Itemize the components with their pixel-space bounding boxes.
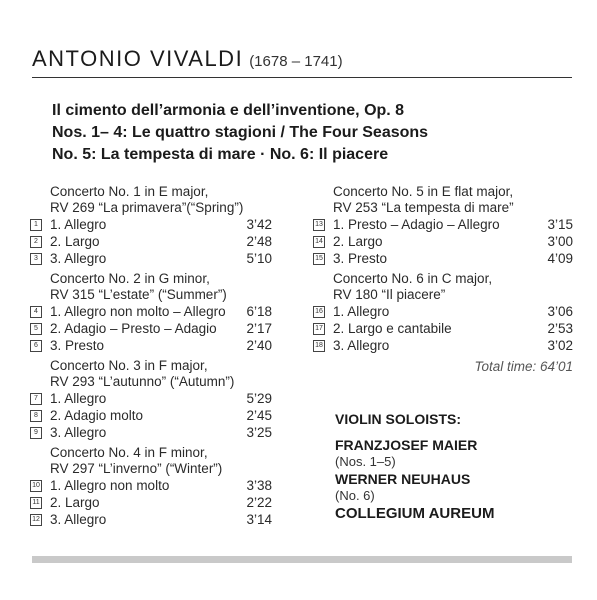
concerto-block bbox=[313, 184, 573, 267]
bottom-divider-bar bbox=[32, 556, 572, 563]
track-row bbox=[30, 233, 272, 250]
track-number-icon: 6 bbox=[30, 340, 42, 352]
work-title-line: No. 5: La tempesta di mare · No. 6: Il piacere bbox=[52, 146, 389, 163]
track-row bbox=[313, 320, 573, 337]
track-number-icon: 16 bbox=[313, 306, 325, 318]
track-duration: 5’29 bbox=[246, 391, 272, 406]
track-number-icon: 10 bbox=[30, 480, 42, 492]
track-row bbox=[30, 407, 272, 424]
track-row bbox=[313, 216, 573, 233]
soloist-name: FRANZJOSEF MAIER bbox=[335, 437, 478, 453]
track-title: 3. Presto bbox=[50, 338, 105, 353]
concerto-subtitle: RV 253 “La tempesta di mare” bbox=[333, 200, 514, 215]
track-duration: 6’18 bbox=[246, 304, 272, 319]
track-duration: 3’15 bbox=[547, 217, 573, 232]
track-number-icon: 2 bbox=[30, 236, 42, 248]
track-title: 3. Allegro bbox=[50, 425, 107, 440]
track-title: 3. Allegro bbox=[333, 338, 390, 353]
track-duration: 3’38 bbox=[246, 478, 272, 493]
concerto-subtitle: RV 180 “Il piacere” bbox=[333, 287, 446, 302]
concerto-block bbox=[30, 271, 272, 354]
track-title: 2. Largo e cantabile bbox=[333, 321, 452, 336]
track-duration: 2’22 bbox=[246, 495, 272, 510]
track-duration: 2’45 bbox=[246, 408, 272, 423]
soloist-note: (Nos. 1–5) bbox=[335, 454, 396, 469]
track-title: 2. Largo bbox=[333, 234, 383, 249]
track-number-icon: 8 bbox=[30, 410, 42, 422]
track-row bbox=[313, 250, 573, 267]
concerto-title: Concerto No. 6 in C major, bbox=[333, 271, 493, 286]
tracklist-left-column bbox=[30, 184, 272, 532]
track-number-icon: 18 bbox=[313, 340, 325, 352]
track-number-icon: 7 bbox=[30, 393, 42, 405]
concerto-title: Concerto No. 2 in G minor, bbox=[50, 271, 210, 286]
concerto-title: Concerto No. 4 in F minor, bbox=[50, 445, 208, 460]
soloist-note: (No. 6) bbox=[335, 488, 375, 503]
track-title: 2. Adagio – Presto – Adagio bbox=[50, 321, 217, 336]
track-title: 1. Allegro non molto bbox=[50, 478, 170, 493]
track-duration: 4’09 bbox=[547, 251, 573, 266]
work-title-line: Il cimento dell’armonia e dell’inventione, Op. 8 bbox=[52, 102, 405, 119]
soloist-name: WERNER NEUHAUS bbox=[335, 471, 471, 487]
track-row bbox=[313, 337, 573, 354]
track-title: 2. Largo bbox=[50, 234, 100, 249]
track-row bbox=[30, 477, 272, 494]
track-duration: 3’42 bbox=[246, 217, 272, 232]
composer-name: ANTONIO VIVALDI bbox=[32, 46, 244, 71]
concerto-title: Concerto No. 1 in E major, bbox=[50, 184, 209, 199]
track-title: 3. Presto bbox=[333, 251, 388, 266]
track-row bbox=[30, 511, 272, 528]
header bbox=[32, 46, 572, 78]
track-number-icon: 13 bbox=[313, 219, 325, 231]
soloists-label: VIOLIN SOLOISTS: bbox=[335, 411, 462, 427]
track-title: 3. Allegro bbox=[50, 251, 107, 266]
track-duration: 3’14 bbox=[246, 512, 272, 527]
concerto-title: Concerto No. 3 in F major, bbox=[50, 358, 208, 373]
concerto-block bbox=[30, 445, 272, 528]
track-row bbox=[30, 494, 272, 511]
track-row bbox=[30, 424, 272, 441]
track-row bbox=[30, 390, 272, 407]
track-title: 2. Largo bbox=[50, 495, 100, 510]
concerto-subtitle: RV 315 “L’estate” (“Summer”) bbox=[50, 287, 227, 302]
tracklist-right-column bbox=[313, 184, 573, 375]
track-duration: 2’53 bbox=[547, 321, 573, 336]
work-titles bbox=[52, 100, 428, 166]
track-title: 3. Allegro bbox=[50, 512, 107, 527]
total-time: Total time: 64’01 bbox=[474, 359, 573, 374]
track-row bbox=[30, 337, 272, 354]
concerto-block bbox=[313, 271, 573, 354]
track-title: 1. Allegro bbox=[333, 304, 390, 319]
track-duration: 3’00 bbox=[547, 234, 573, 249]
track-row bbox=[30, 250, 272, 267]
track-duration: 3’06 bbox=[547, 304, 573, 319]
concerto-subtitle: RV 293 “L’autunno” (“Autumn”) bbox=[50, 374, 235, 389]
track-duration: 2’48 bbox=[246, 234, 272, 249]
composer-dates: (1678 – 1741) bbox=[249, 53, 343, 70]
track-number-icon: 14 bbox=[313, 236, 325, 248]
track-number-icon: 4 bbox=[30, 306, 42, 318]
track-number-icon: 3 bbox=[30, 253, 42, 265]
track-number-icon: 11 bbox=[30, 497, 42, 509]
track-row bbox=[313, 233, 573, 250]
artists-credits bbox=[335, 410, 575, 524]
track-title: 1. Allegro non molto – Allegro bbox=[50, 304, 226, 319]
track-duration: 3’02 bbox=[547, 338, 573, 353]
track-number-icon: 15 bbox=[313, 253, 325, 265]
track-title: 1. Allegro bbox=[50, 217, 107, 232]
track-row bbox=[313, 303, 573, 320]
track-number-icon: 17 bbox=[313, 323, 325, 335]
track-title: 1. Presto – Adagio – Allegro bbox=[333, 217, 500, 232]
ensemble-name: COLLEGIUM AUREUM bbox=[335, 505, 495, 522]
track-duration: 2’17 bbox=[246, 321, 272, 336]
track-number-icon: 1 bbox=[30, 219, 42, 231]
track-number-icon: 12 bbox=[30, 514, 42, 526]
track-duration: 2’40 bbox=[246, 338, 272, 353]
track-row bbox=[30, 216, 272, 233]
track-duration: 5’10 bbox=[246, 251, 272, 266]
track-title: 2. Adagio molto bbox=[50, 408, 144, 423]
concerto-subtitle: RV 269 “La primavera”(“Spring”) bbox=[50, 200, 244, 215]
track-duration: 3’25 bbox=[246, 425, 272, 440]
track-number-icon: 5 bbox=[30, 323, 42, 335]
track-title: 1. Allegro bbox=[50, 391, 107, 406]
track-number-icon: 9 bbox=[30, 427, 42, 439]
concerto-title: Concerto No. 5 in E flat major, bbox=[333, 184, 514, 199]
track-row bbox=[30, 303, 272, 320]
concerto-block bbox=[30, 184, 272, 267]
track-row bbox=[30, 320, 272, 337]
concerto-subtitle: RV 297 “L’inverno” (“Winter”) bbox=[50, 461, 223, 476]
work-title-line: Nos. 1– 4: Le quattro stagioni / The Four Seasons bbox=[52, 124, 429, 141]
concerto-block bbox=[30, 358, 272, 441]
